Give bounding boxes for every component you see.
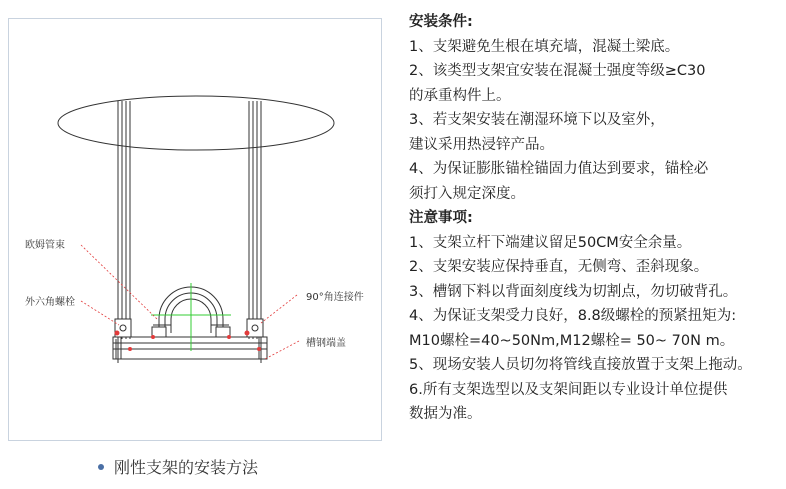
label-hex-bolt: 外六角螺栓 bbox=[25, 297, 75, 308]
note-line: 数据为准。 bbox=[409, 406, 482, 422]
bullet-icon bbox=[98, 464, 104, 470]
label-channel-end-cap: 槽钢端盖 bbox=[306, 338, 346, 349]
diagram-frame bbox=[8, 18, 382, 441]
note-line: M10螺栓=40~50Nm,M12螺栓= 50~ 70N m。 bbox=[409, 332, 735, 349]
note-line: 1、支架立杆下端建议留足50CM安全余量。 bbox=[409, 234, 692, 251]
note-line: 4、为保证支架受力良好，8.8级螺栓的预紧扭矩为: bbox=[409, 308, 737, 324]
pipe-centerline bbox=[151, 283, 231, 351]
install-condition-line: 4、为保证膨胀锚栓锚固力值达到要求，锚栓必 bbox=[409, 161, 709, 177]
install-condition-line: 2、该类型支架宜安装在混凝士强度等级≥C30 bbox=[409, 63, 706, 79]
install-conditions-heading: 安装条件: bbox=[409, 14, 473, 30]
install-condition-line: 建议采用热浸锌产品。 bbox=[409, 136, 554, 153]
right-corner-bracket bbox=[247, 319, 263, 337]
install-condition-line: 1、支架避免生根在填充墙，混凝土梁底。 bbox=[409, 38, 680, 55]
ceiling-beam bbox=[58, 96, 334, 150]
note-line: 2、支架安装应保持垂直，无侧弯、歪斜现象。 bbox=[409, 259, 709, 275]
label-corner-connector: 90°角连接件 bbox=[306, 292, 364, 303]
horizontal-channel bbox=[113, 337, 267, 359]
support-diagram bbox=[9, 19, 383, 442]
red-bolt-marks bbox=[115, 331, 262, 352]
instructions-panel bbox=[409, 10, 781, 427]
notes-heading: 注意事项: bbox=[409, 210, 473, 226]
note-line: 6.所有支架选型以及支架间距以专业设计单位提供 bbox=[409, 381, 728, 398]
install-condition-line: 的承重构件上。 bbox=[409, 87, 511, 104]
diagram-caption bbox=[98, 455, 258, 478]
note-line: 3、槽钢下料以背面刻度线为切割点，勿切破背孔。 bbox=[409, 283, 738, 300]
install-condition-line: 须打入规定深度。 bbox=[409, 185, 525, 202]
caption-text: 刚性支架的安装方法 bbox=[114, 458, 259, 477]
install-condition-line: 3、若支架安装在潮湿环境下以及室外， bbox=[409, 112, 665, 128]
label-european-clamp: 欧姆管束 bbox=[25, 240, 65, 251]
note-line: 5、现场安装人员切勿将管线直接放置于支架上拖动。 bbox=[409, 357, 752, 373]
callout-leaders bbox=[81, 245, 299, 359]
